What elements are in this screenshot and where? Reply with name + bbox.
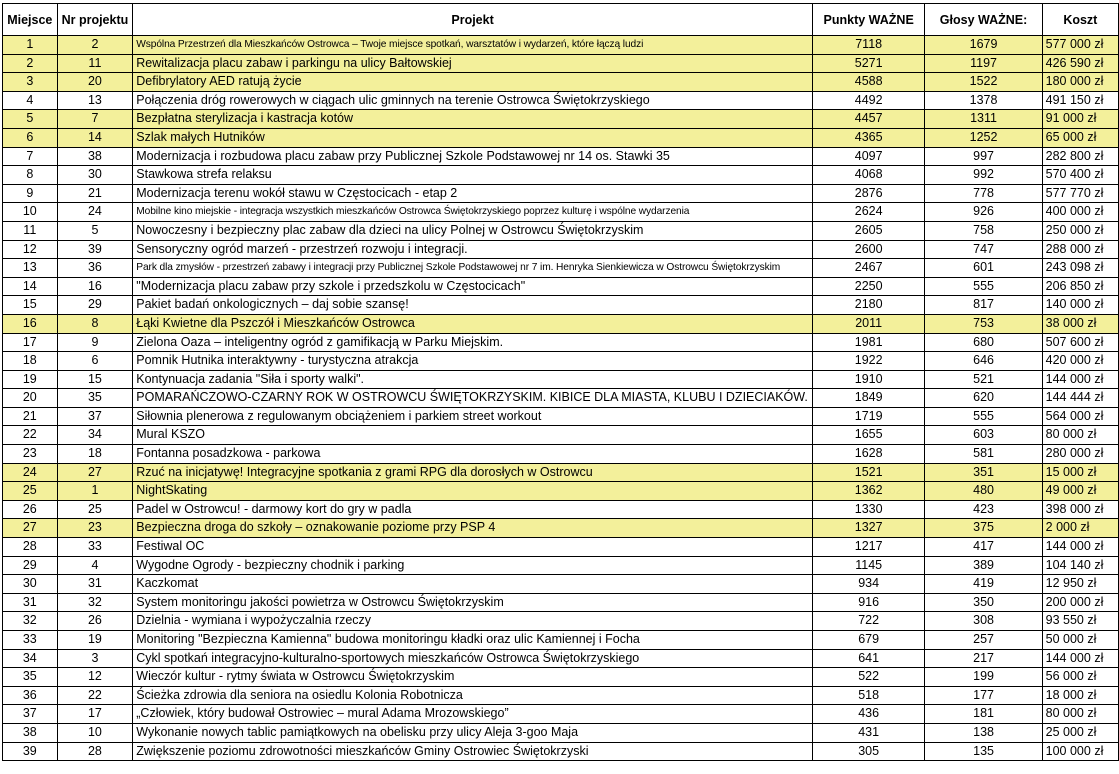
cell-project: Pakiet badań onkologicznych – daj sobie szansę! [133,296,813,315]
cell-cost: 426 590 zł [1042,54,1118,73]
cell-rank: 9 [3,184,58,203]
cell-points: 1145 [812,556,925,575]
cell-cost: 200 000 zł [1042,593,1118,612]
cell-project: Pomnik Hutnika interaktywny - turystyczna atrakcja [133,352,813,371]
cell-project: Cykl spotkań integracyjno-kulturalno-sportowych mieszkańców Ostrowca Świętokrzyskiego [133,649,813,668]
table-row [3,686,1119,705]
cell-rank: 17 [3,333,58,352]
cell-votes: 181 [925,705,1042,724]
cell-cost: 206 850 zł [1042,277,1118,296]
cell-project: POMARAŃCZOWO-CZARNY ROK W OSTROWCU ŚWIĘTOKRZYSKIM. KIBICE DLA MIASTA, KLUBU I DZIECIAKÓW. [133,389,813,408]
cell-points: 1849 [812,389,925,408]
cell-project-number: 11 [57,54,133,73]
cell-cost: 243 098 zł [1042,259,1118,278]
cell-cost: 144 000 zł [1042,649,1118,668]
cell-project-number: 8 [57,314,133,333]
cell-points: 2467 [812,259,925,278]
cell-project: Kontynuacja zadania "Siła i sporty walki". [133,370,813,389]
cell-rank: 39 [3,742,58,761]
header-project: Projekt [133,4,813,36]
cell-points: 5271 [812,54,925,73]
cell-votes: 817 [925,296,1042,315]
cell-cost: 38 000 zł [1042,314,1118,333]
cell-votes: 350 [925,593,1042,612]
results-table [2,3,1119,761]
cell-points: 2011 [812,314,925,333]
cell-project-number: 10 [57,723,133,742]
cell-project-number: 27 [57,463,133,482]
cell-project-number: 7 [57,110,133,129]
cell-rank: 30 [3,575,58,594]
cell-project-number: 20 [57,73,133,92]
cell-rank: 22 [3,426,58,445]
cell-project: Wykonanie nowych tablic pamiątkowych na obelisku przy ulicy Aleja 3-goo Maja [133,723,813,742]
cell-points: 641 [812,649,925,668]
cell-points: 1719 [812,407,925,426]
cell-project: Zwiększenie poziomu zdrowotności mieszkańców Gminy Ostrowiec Świętokrzyski [133,742,813,761]
cell-cost: 144 000 zł [1042,370,1118,389]
cell-rank: 23 [3,445,58,464]
cell-votes: 601 [925,259,1042,278]
cell-votes: 417 [925,538,1042,557]
cell-project: Wygodne Ogrody - bezpieczny chodnik i parking [133,556,813,575]
cell-points: 431 [812,723,925,742]
header-project-number: Nr projektu [57,4,133,36]
cell-cost: 100 000 zł [1042,742,1118,761]
cell-project-number: 12 [57,668,133,687]
cell-points: 1521 [812,463,925,482]
cell-votes: 992 [925,166,1042,185]
table-row [3,538,1119,557]
cell-rank: 19 [3,370,58,389]
cell-project-number: 4 [57,556,133,575]
results-sheet [2,3,1119,761]
cell-points: 916 [812,593,925,612]
cell-project: Łąki Kwietne dla Pszczół i Mieszkańców Ostrowca [133,314,813,333]
cell-points: 4365 [812,128,925,147]
cell-rank: 10 [3,203,58,222]
table-row [3,463,1119,482]
cell-project-number: 37 [57,407,133,426]
cell-cost: 564 000 zł [1042,407,1118,426]
cell-rank: 29 [3,556,58,575]
cell-project-number: 28 [57,742,133,761]
cell-points: 1981 [812,333,925,352]
cell-votes: 646 [925,352,1042,371]
cell-points: 4097 [812,147,925,166]
cell-project: Modernizacja terenu wokół stawu w Częstocicach - etap 2 [133,184,813,203]
cell-points: 1362 [812,482,925,501]
cell-project-number: 31 [57,575,133,594]
cell-rank: 26 [3,500,58,519]
cell-cost: 91 000 zł [1042,110,1118,129]
cell-rank: 16 [3,314,58,333]
cell-cost: 12 950 zł [1042,575,1118,594]
cell-project: "Modernizacja placu zabaw przy szkole i przedszkolu w Częstocicach" [133,277,813,296]
cell-project-number: 30 [57,166,133,185]
cell-votes: 308 [925,612,1042,631]
cell-cost: 15 000 zł [1042,463,1118,482]
cell-project-number: 19 [57,631,133,650]
cell-votes: 778 [925,184,1042,203]
cell-project-number: 22 [57,686,133,705]
cell-votes: 480 [925,482,1042,501]
cell-points: 7118 [812,36,925,55]
cell-project-number: 17 [57,705,133,724]
cell-points: 436 [812,705,925,724]
cell-project-number: 34 [57,426,133,445]
cell-project-number: 13 [57,91,133,110]
cell-votes: 758 [925,221,1042,240]
cell-votes: 257 [925,631,1042,650]
cell-cost: 25 000 zł [1042,723,1118,742]
table-row [3,631,1119,650]
cell-rank: 3 [3,73,58,92]
table-row [3,128,1119,147]
cell-project-number: 1 [57,482,133,501]
cell-points: 1330 [812,500,925,519]
cell-votes: 555 [925,407,1042,426]
cell-project: Festiwal OC [133,538,813,557]
cell-project-number: 25 [57,500,133,519]
cell-points: 522 [812,668,925,687]
table-row [3,407,1119,426]
cell-cost: 50 000 zł [1042,631,1118,650]
cell-cost: 104 140 zł [1042,556,1118,575]
cell-votes: 351 [925,463,1042,482]
table-row [3,73,1119,92]
cell-project-number: 6 [57,352,133,371]
cell-project: Modernizacja i rozbudowa placu zabaw przy Publicznej Szkole Podstawowej nr 14 os. Stawki 35 [133,147,813,166]
table-row [3,352,1119,371]
cell-votes: 1197 [925,54,1042,73]
cell-project: Defibrylatory AED ratują życie [133,73,813,92]
table-row [3,54,1119,73]
cell-project: Rewitalizacja placu zabaw i parkingu na ulicy Bałtowskiej [133,54,813,73]
cell-cost: 144 000 zł [1042,538,1118,557]
cell-project: Dzielnia - wymiana i wypożyczalnia rzeczy [133,612,813,631]
cell-cost: 80 000 zł [1042,705,1118,724]
cell-points: 518 [812,686,925,705]
table-row [3,370,1119,389]
header-points: Punkty WAŻNE [812,4,925,36]
cell-votes: 1252 [925,128,1042,147]
table-row [3,240,1119,259]
cell-project: Połączenia dróg rowerowych w ciągach ulic gminnych na terenie Ostrowca Świętokrzyskiego [133,91,813,110]
cell-cost: 49 000 zł [1042,482,1118,501]
cell-project: Stawkowa strefa relaksu [133,166,813,185]
cell-cost: 398 000 zł [1042,500,1118,519]
table-row [3,649,1119,668]
header-votes: Głosy WAŻNE: [925,4,1042,36]
cell-rank: 32 [3,612,58,631]
cell-points: 2876 [812,184,925,203]
cell-votes: 1522 [925,73,1042,92]
cell-rank: 33 [3,631,58,650]
table-row [3,277,1119,296]
cell-rank: 31 [3,593,58,612]
table-row [3,36,1119,55]
cell-cost: 577 000 zł [1042,36,1118,55]
cell-rank: 20 [3,389,58,408]
cell-project-number: 39 [57,240,133,259]
cell-project-number: 2 [57,36,133,55]
cell-votes: 1311 [925,110,1042,129]
cell-votes: 419 [925,575,1042,594]
cell-project-number: 9 [57,333,133,352]
cell-rank: 4 [3,91,58,110]
cell-cost: 140 000 zł [1042,296,1118,315]
cell-votes: 1378 [925,91,1042,110]
cell-points: 934 [812,575,925,594]
table-row [3,314,1119,333]
cell-points: 2180 [812,296,925,315]
cell-project-number: 15 [57,370,133,389]
cell-rank: 5 [3,110,58,129]
table-row [3,575,1119,594]
cell-votes: 555 [925,277,1042,296]
cell-project: Siłownia plenerowa z regulowanym obciążeniem i parkiem street workout [133,407,813,426]
table-row [3,426,1119,445]
cell-cost: 144 444 zł [1042,389,1118,408]
cell-rank: 37 [3,705,58,724]
cell-cost: 80 000 zł [1042,426,1118,445]
cell-cost: 570 400 zł [1042,166,1118,185]
table-row [3,723,1119,742]
cell-rank: 2 [3,54,58,73]
table-row [3,91,1119,110]
cell-project: Wieczór kultur - rytmy świata w Ostrowcu Świętokrzyskim [133,668,813,687]
cell-points: 722 [812,612,925,631]
cell-points: 2250 [812,277,925,296]
cell-votes: 997 [925,147,1042,166]
cell-cost: 491 150 zł [1042,91,1118,110]
cell-project: NightSkating [133,482,813,501]
cell-project: Zielona Oaza – inteligentny ogród z gamifikacją w Parku Miejskim. [133,333,813,352]
table-row [3,333,1119,352]
cell-project: Monitoring "Bezpieczna Kamienna" budowa monitoringu kładki oraz ulic Kamiennej i Focha [133,631,813,650]
table-row [3,482,1119,501]
cell-rank: 38 [3,723,58,742]
cell-cost: 288 000 zł [1042,240,1118,259]
cell-project-number: 29 [57,296,133,315]
cell-project-number: 35 [57,389,133,408]
cell-project: Ścieżka zdrowia dla seniora na osiedlu Kolonia Robotnicza [133,686,813,705]
cell-cost: 400 000 zł [1042,203,1118,222]
cell-rank: 35 [3,668,58,687]
cell-points: 2600 [812,240,925,259]
table-row [3,203,1119,222]
cell-rank: 8 [3,166,58,185]
cell-points: 1628 [812,445,925,464]
cell-cost: 180 000 zł [1042,73,1118,92]
cell-rank: 18 [3,352,58,371]
cell-project-number: 33 [57,538,133,557]
cell-project: Bezpłatna sterylizacja i kastracja kotów [133,110,813,129]
cell-votes: 138 [925,723,1042,742]
table-body [3,36,1119,761]
cell-rank: 7 [3,147,58,166]
cell-cost: 65 000 zł [1042,128,1118,147]
cell-points: 4457 [812,110,925,129]
table-row [3,259,1119,278]
cell-votes: 581 [925,445,1042,464]
table-row [3,296,1119,315]
cell-points: 2605 [812,221,925,240]
cell-project-number: 5 [57,221,133,240]
cell-project: Rzuć na inicjatywę! Integracyjne spotkania z grami RPG dla dorosłych w Ostrowcu [133,463,813,482]
header-cost: Koszt [1042,4,1118,36]
cell-project-number: 18 [57,445,133,464]
table-row [3,742,1119,761]
table-row [3,612,1119,631]
cell-project: „Człowiek, który budował Ostrowiec – mural Adama Mrozowskiego” [133,705,813,724]
cell-points: 1327 [812,519,925,538]
cell-points: 305 [812,742,925,761]
table-row [3,110,1119,129]
cell-rank: 15 [3,296,58,315]
cell-project-number: 26 [57,612,133,631]
cell-project: Kaczkomat [133,575,813,594]
cell-rank: 13 [3,259,58,278]
cell-rank: 34 [3,649,58,668]
cell-votes: 620 [925,389,1042,408]
cell-votes: 1679 [925,36,1042,55]
cell-cost: 2 000 zł [1042,519,1118,538]
cell-votes: 680 [925,333,1042,352]
cell-rank: 1 [3,36,58,55]
table-row [3,705,1119,724]
cell-rank: 12 [3,240,58,259]
cell-cost: 18 000 zł [1042,686,1118,705]
cell-points: 1655 [812,426,925,445]
header-row [3,4,1119,36]
cell-cost: 420 000 zł [1042,352,1118,371]
cell-rank: 28 [3,538,58,557]
cell-rank: 11 [3,221,58,240]
cell-points: 1217 [812,538,925,557]
cell-rank: 27 [3,519,58,538]
table-row [3,184,1119,203]
cell-points: 2624 [812,203,925,222]
cell-rank: 36 [3,686,58,705]
cell-cost: 250 000 zł [1042,221,1118,240]
cell-votes: 135 [925,742,1042,761]
cell-project: Szlak małych Hutników [133,128,813,147]
cell-votes: 423 [925,500,1042,519]
cell-project: Nowoczesny i bezpieczny plac zabaw dla dzieci na ulicy Polnej w Ostrowcu Świętokrzyskim [133,221,813,240]
cell-cost: 507 600 zł [1042,333,1118,352]
cell-points: 4068 [812,166,925,185]
cell-project: Bezpieczna droga do szkoły – oznakowanie poziome przy PSP 4 [133,519,813,538]
cell-votes: 747 [925,240,1042,259]
cell-project-number: 32 [57,593,133,612]
cell-project: Fontanna posadzkowa - parkowa [133,445,813,464]
cell-votes: 177 [925,686,1042,705]
cell-project-number: 21 [57,184,133,203]
cell-rank: 21 [3,407,58,426]
cell-project: Park dla zmysłów - przestrzeń zabawy i integracji przy Publicznej Szkole Podstawowej nr 7 im. Henryka Sienkiewicza w Ostrowcu Świętokrzyskim [133,259,813,278]
table-row [3,389,1119,408]
table-row [3,556,1119,575]
cell-project-number: 38 [57,147,133,166]
table-row [3,445,1119,464]
cell-project: Padel w Ostrowcu! - darmowy kort do gry w padla [133,500,813,519]
cell-project-number: 23 [57,519,133,538]
cell-project: Mobilne kino miejskie - integracja wszystkich mieszkańców Ostrowca Świętokrzyskiego poprzez kulturę i wspólne wydarzenia [133,203,813,222]
table-row [3,500,1119,519]
cell-cost: 282 800 zł [1042,147,1118,166]
table-row [3,147,1119,166]
cell-project: System monitoringu jakości powietrza w Ostrowcu Świętokrzyskim [133,593,813,612]
cell-votes: 753 [925,314,1042,333]
cell-votes: 926 [925,203,1042,222]
table-row [3,221,1119,240]
header-rank: Miejsce [3,4,58,36]
cell-project-number: 16 [57,277,133,296]
cell-votes: 521 [925,370,1042,389]
cell-votes: 217 [925,649,1042,668]
cell-project-number: 36 [57,259,133,278]
table-row [3,593,1119,612]
cell-project-number: 14 [57,128,133,147]
cell-project: Wspólna Przestrzeń dla Mieszkańców Ostrowca – Twoje miejsce spotkań, warsztatów i wydarzeń, które łączą ludzi [133,36,813,55]
cell-project-number: 24 [57,203,133,222]
table-row [3,519,1119,538]
cell-rank: 14 [3,277,58,296]
cell-cost: 93 550 zł [1042,612,1118,631]
cell-rank: 25 [3,482,58,501]
cell-points: 679 [812,631,925,650]
table-row [3,668,1119,687]
cell-project-number: 3 [57,649,133,668]
cell-votes: 199 [925,668,1042,687]
cell-votes: 375 [925,519,1042,538]
cell-votes: 603 [925,426,1042,445]
cell-cost: 56 000 zł [1042,668,1118,687]
cell-points: 4588 [812,73,925,92]
cell-rank: 6 [3,128,58,147]
cell-project: Mural KSZO [133,426,813,445]
cell-rank: 24 [3,463,58,482]
cell-points: 4492 [812,91,925,110]
cell-votes: 389 [925,556,1042,575]
table-row [3,166,1119,185]
cell-project: Sensoryczny ogród marzeń - przestrzeń rozwoju i integracji. [133,240,813,259]
cell-cost: 577 770 zł [1042,184,1118,203]
cell-points: 1910 [812,370,925,389]
cell-cost: 280 000 zł [1042,445,1118,464]
cell-points: 1922 [812,352,925,371]
